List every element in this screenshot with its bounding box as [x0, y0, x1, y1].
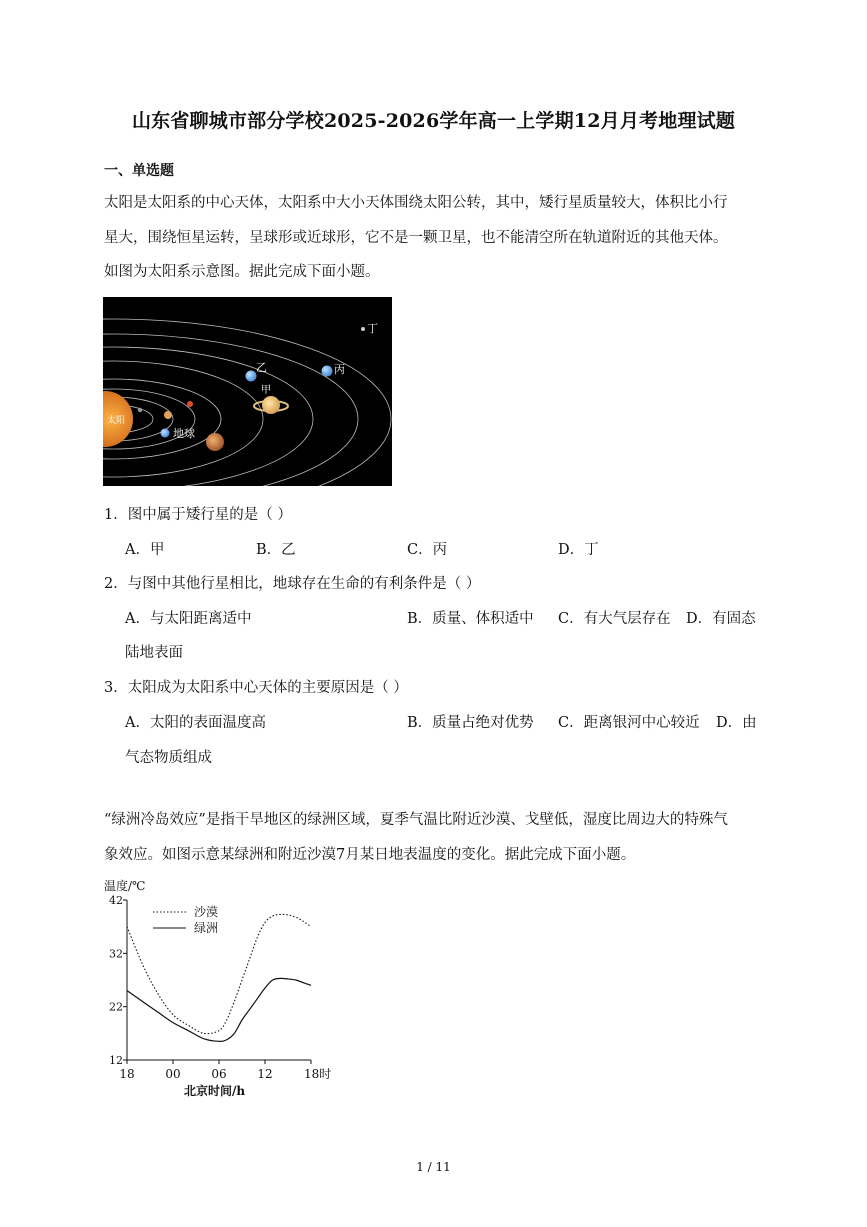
x-tick-label: 18: [119, 1067, 135, 1081]
q1-option-a[interactable]: A．甲: [125, 542, 165, 558]
passage-1-line-3: 如图为太阳系示意图。据此完成下面小题。: [104, 264, 380, 280]
chart-xlabel: 北京时间/h: [184, 1084, 246, 1098]
y-tick-label: 22: [109, 1000, 123, 1014]
legend-label: 绿洲: [194, 921, 219, 935]
mars: [187, 401, 193, 407]
passage-1-line-2: 星大，围绕恒星运转，呈球形或近球形，它不是一颗卫星，也不能清空所在轨道附近的其他天体。: [104, 229, 728, 246]
passage-1: [104, 186, 764, 290]
ding-label: 丁: [367, 322, 378, 335]
question-2-stem: 2．与图中其他行星相比，地球存在生命的有利条件是（ ）: [104, 576, 481, 592]
q2-option-b[interactable]: B．质量、体积适中: [407, 611, 534, 627]
venus: [164, 411, 172, 419]
q1-option-d[interactable]: D．丁: [558, 542, 599, 558]
yi-label: 乙: [256, 361, 267, 374]
y-tick-label: 42: [109, 894, 123, 907]
chart-ylabel: 温度/℃: [104, 879, 146, 893]
question-1-stem: 1．图中属于矮行星的是（ ）: [104, 507, 292, 523]
pluto: [361, 327, 365, 331]
x-tick-label: 00: [165, 1067, 181, 1081]
passage-2-line-2: 象效应。如图示意某绿洲和附近沙漠7月某日地表温度的变化。据此完成下面小题。: [104, 846, 636, 863]
neptune: [322, 366, 333, 377]
y-tick-label: 32: [109, 947, 123, 961]
q3-option-d-continuation: 气态物质组成: [125, 750, 212, 766]
q3-option-a[interactable]: A．太阳的表面温度高: [125, 715, 266, 731]
q2-option-c[interactable]: C．有大气层存在: [558, 611, 671, 627]
jupiter: [206, 433, 224, 451]
mercury: [138, 408, 142, 412]
x-tick-label: 18时: [304, 1067, 332, 1081]
q2-option-d-continuation: 陆地表面: [125, 645, 183, 661]
section-heading: 一、单选题: [104, 163, 174, 179]
q2-option-a[interactable]: A．与太阳距离适中: [125, 611, 252, 627]
passage-2: [104, 803, 764, 872]
bing-label: 丙: [334, 363, 345, 376]
earth-label: 地球: [173, 427, 195, 440]
q3-option-c[interactable]: C．距离银河中心较近: [558, 715, 700, 731]
q2-option-d[interactable]: D．有固态: [686, 611, 756, 627]
series-line-desert: [127, 914, 311, 1033]
page-number: 1 / 11: [416, 1160, 451, 1174]
question-3-stem: 3．太阳成为太阳系中心天体的主要原因是（ ）: [104, 680, 408, 696]
temperature-chart: [98, 876, 348, 1101]
x-tick-label: 06: [211, 1067, 227, 1081]
q3-option-b[interactable]: B．质量占绝对优势: [407, 715, 534, 731]
sun-label: 太阳: [107, 416, 126, 426]
x-tick-label: 12: [257, 1067, 273, 1081]
y-tick-label: 12: [109, 1054, 123, 1067]
earth: [161, 429, 170, 438]
passage-2-line-1: “绿洲冷岛效应”是指干旱地区的绿洲区域，夏季气温比附近沙漠、戈壁低，湿度比周边大的特殊气: [104, 812, 728, 828]
jia-label: 甲: [261, 385, 271, 396]
q1-option-c[interactable]: C．丙: [407, 542, 448, 558]
solar-system-figure: [103, 297, 392, 486]
passage-1-line-1: 太阳是太阳系的中心天体，太阳系中大小天体围绕太阳公转，其中，矮行星质量较大，体积比小行: [104, 195, 728, 211]
legend-label: 沙漠: [194, 905, 219, 919]
uranus: [246, 371, 257, 382]
q3-option-d[interactable]: D．由: [716, 715, 757, 731]
page-title: 山东省聊城市部分学校2025-2026学年高一上学期12月月考地理试题: [131, 110, 736, 132]
q1-option-b[interactable]: B．乙: [256, 542, 296, 558]
